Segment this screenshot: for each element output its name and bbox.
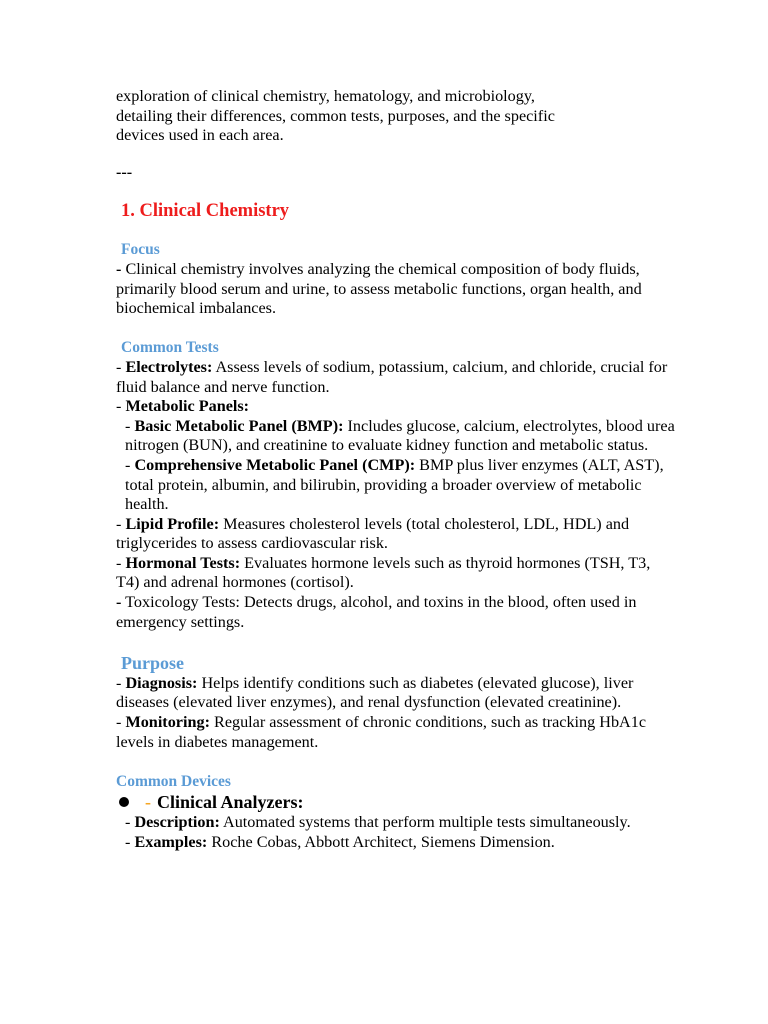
list-dash: - (125, 416, 135, 435)
list-dash: - (116, 673, 126, 692)
purpose-heading: Purpose (121, 652, 184, 673)
list-dash: - (116, 357, 126, 376)
purpose-label: Diagnosis: (125, 673, 198, 692)
test-text: Measures cholesterol levels (total cholesterol, LDL, HDL) and triglycerides to assess cardiovascular risk. (116, 514, 630, 553)
separator: --- (116, 162, 133, 181)
list-dash: - (125, 813, 135, 832)
intro-line: exploration of clinical chemistry, hematology, and microbiology, (116, 87, 535, 105)
test-label: Metabolic Panels: (125, 397, 250, 416)
purpose-text: Regular assessment of chronic conditions, such as tracking HbA1c levels in diabetes management. (116, 713, 647, 751)
test-lipid-profile (116, 515, 676, 554)
device-text: Automated systems that perform multiple tests simultaneously. (219, 813, 631, 832)
list-dash: - (116, 553, 126, 572)
test-label: Hormonal Tests: (125, 553, 241, 572)
device-label: Description: (134, 813, 220, 832)
purpose-diagnosis (116, 674, 676, 713)
test-text: Includes glucose, calcium, electrolytes, blood urea nitrogen (BUN), and creatinine to evaluate kidney function and metabolic status. (125, 416, 675, 455)
common-tests-heading: Common Tests (121, 339, 219, 357)
list-dash: - (116, 397, 126, 416)
list-dash: - (116, 593, 122, 612)
list-dash: - (125, 833, 135, 851)
focus-heading: Focus (121, 241, 160, 259)
list-dash: - (125, 455, 135, 474)
common-devices-heading: Common Devices (116, 772, 231, 790)
test-label: Electrolytes: (125, 357, 213, 376)
purpose-label: Monitoring: (125, 713, 210, 732)
focus-dash: - (116, 259, 122, 278)
test-cmp (116, 456, 676, 515)
test-label: Lipid Profile: (125, 514, 220, 533)
section-title: 1. Clinical Chemistry (121, 201, 290, 222)
test-toxicology (116, 593, 676, 632)
device-label: Examples: (134, 833, 208, 851)
device-description (116, 813, 676, 833)
device-text: Roche Cobas, Abbott Architect, Siemens Dimension. (207, 833, 555, 851)
document-body (116, 87, 676, 853)
purpose-text: Helps identify conditions such as diabetes (elevated glucose), liver diseases (elevated liver enzymes), and renal dysfunction (elevated creatinine). (116, 673, 634, 712)
focus-paragraph (116, 260, 676, 319)
bullet-dash: - (145, 792, 151, 813)
test-hormonal (116, 554, 676, 593)
purpose-monitoring (116, 713, 676, 752)
focus-text: Clinical chemistry involves analyzing the chemical composition of body fluids, primarily blood serum and urine, to assess metabolic functions, organ health, and biochemical imbalances. (116, 259, 642, 318)
bullet-icon (119, 797, 129, 807)
test-label: Comprehensive Metabolic Panel (CMP): (134, 455, 416, 474)
intro-line: detailing their differences, common tests, purposes, and the specific (116, 106, 555, 125)
list-dash: - (116, 713, 126, 732)
test-metabolic-panels (116, 397, 676, 417)
test-text: Assess levels of sodium, potassium, calcium, and chloride, crucial for fluid balance and nerve function. (116, 357, 668, 396)
device-bullet-item (116, 791, 676, 813)
test-label: Basic Metabolic Panel (BMP): (134, 416, 344, 435)
test-electrolytes (116, 358, 676, 397)
intro-line: devices used in each area. (116, 126, 284, 145)
device-examples (116, 833, 676, 853)
test-text: Toxicology Tests: Detects drugs, alcohol, and toxins in the blood, often used in emergency settings. (116, 593, 637, 631)
list-dash: - (116, 514, 126, 533)
test-text: BMP plus liver enzymes (ALT, AST), total protein, albumin, and bilirubin, providing a broader overview of metabolic health. (125, 455, 664, 514)
test-bmp (116, 417, 676, 456)
test-text: Evaluates hormone levels such as thyroid hormones (TSH, T3, T4) and adrenal hormones (cortisol). (116, 553, 651, 592)
device-title: Clinical Analyzers: (157, 792, 304, 813)
